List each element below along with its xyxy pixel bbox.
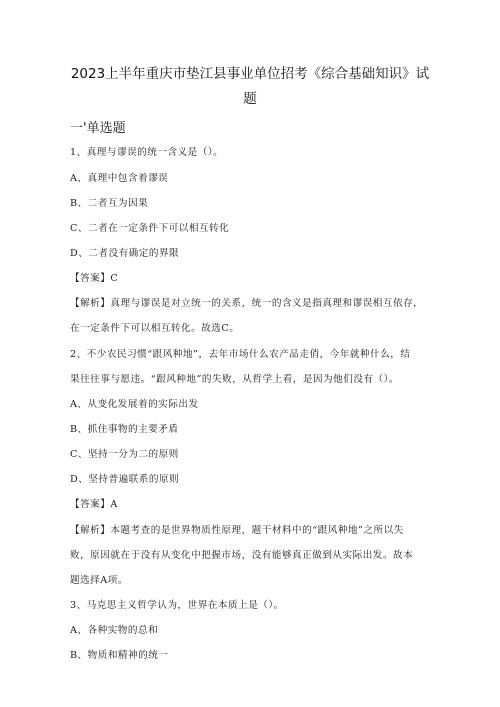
- question-2-option-b: B、抓住事物的主要矛盾: [70, 424, 179, 435]
- question-2-explanation-line-2: 败，原因就在于没有从变化中把握市场，没有能够真正做到从实际出发。故本: [70, 550, 414, 561]
- question-2-option-a: A、从变化发展着的实际出发: [70, 399, 199, 410]
- question-1-option-c: C、二者在一定条件下可以相互转化: [70, 223, 230, 234]
- question-1-explanation-line-2: 在一定条件下可以相互转化。故选C。: [70, 323, 240, 334]
- section-heading: 一'单选题: [70, 121, 126, 136]
- question-2-explanation-line-3: 题选择A项。: [70, 575, 128, 586]
- question-1-explanation-line-1: 【解析】真理与谬误是对立统一的关系，统一的含义是指真理和谬误相互依存，: [70, 298, 424, 309]
- question-1-option-a: A、真理中包含着谬误: [70, 173, 169, 184]
- question-3-stem: 3、马克思主义哲学认为，世界在本质上是（）。: [70, 600, 284, 611]
- question-3-option-a: A、各种实物的总和: [70, 625, 159, 636]
- question-2-answer: 【答案】A: [70, 499, 118, 510]
- document-title-line-2: 题: [243, 91, 257, 107]
- question-1-option-d: D、二者没有确定的界限: [70, 248, 180, 259]
- question-2-option-c: C、坚持一分为二的原则: [70, 449, 179, 460]
- question-2-option-d: D、坚持普遍联系的原则: [70, 474, 180, 485]
- document-title-line-1: 2023上半年重庆市垫江县事业单位招考《综合基础知识》试: [70, 66, 430, 82]
- question-1-option-b: B、二者互为因果: [70, 198, 149, 209]
- question-3-option-b: B、物质和精神的统一: [70, 650, 169, 661]
- question-2-stem-line-1: 2、不少农民习惯“跟风种地”，去年市场什么农产品走俏，今年就种什么，结: [70, 349, 411, 360]
- question-2-explanation-line-1: 【解析】本题考查的是世界物质性原理，题干材料中的“跟风种地”之所以失: [70, 525, 404, 536]
- question-2-stem-line-2: 果往往事与愿违。“跟风种地”的失败，从哲学上看，是因为他们没有（）。: [70, 374, 400, 385]
- question-1-stem: 1、真理与谬误的统一含义是（）。: [70, 147, 224, 158]
- question-1-answer: 【答案】C: [70, 273, 119, 284]
